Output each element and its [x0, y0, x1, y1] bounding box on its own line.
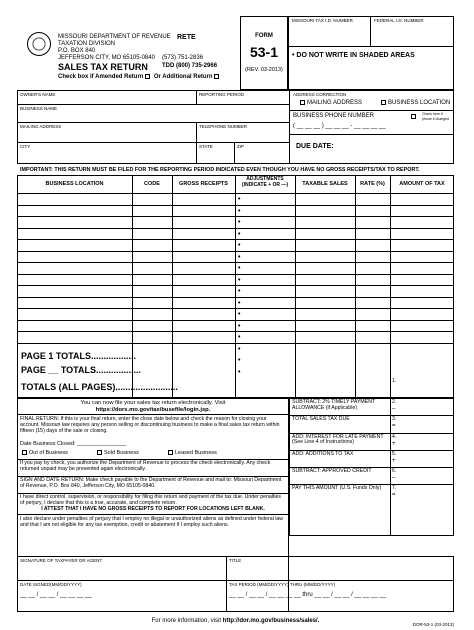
col-adjustments: ADJUSTMENTS (INDICATE + OR —): [241, 176, 289, 188]
form-title: SALES TAX RETURN: [58, 62, 148, 72]
zip-label: ZIP: [237, 144, 245, 149]
line-4-label: ADD: INTEREST FOR LATE PAYMENT (See Line 4 of Instructions): [292, 433, 384, 446]
adjustment-bullet: •: [238, 299, 241, 307]
out-of-business-label: Out of Business: [29, 450, 68, 456]
table-row[interactable]: [18, 332, 453, 342]
sign-text: SIGN AND DATE RETURN: Make check payable to the Department of Revenue and mail to: Missouri Department of Revenue, P.O. Box 840, Jefferson City, MO 65105-0840.: [20, 477, 282, 489]
line-7-number: 7.: [392, 485, 397, 492]
table-row[interactable]: [18, 309, 453, 319]
title-input[interactable]: [229, 565, 449, 578]
fed-id-label: FEDERAL I.D. NUMBER: [374, 18, 424, 23]
mo-tax-id-input[interactable]: [291, 28, 369, 42]
table-row[interactable]: [18, 321, 453, 331]
out-of-business-option[interactable]: [22, 450, 68, 456]
adjustment-bullet: •: [238, 322, 241, 330]
business-phone-label: BUSINESS PHONE NUMBER: [293, 113, 375, 119]
amended-checkbox[interactable]: [145, 74, 150, 79]
page-totals-2: PAGE __ TOTALS..................: [21, 365, 142, 375]
phone-changed-checkbox[interactable]: [411, 114, 416, 119]
line-3-operator: =: [392, 423, 396, 430]
missouri-seal: [27, 32, 51, 56]
line-2-number: 2.: [392, 399, 397, 405]
amended-label: Check box if Amended Return: [58, 74, 144, 81]
col-taxable-sales: TAXABLE SALES: [302, 181, 348, 187]
additional-checkbox[interactable]: [214, 74, 219, 79]
date-signed-label: DATE SIGNED(MM/DD/YYYY): [20, 582, 82, 587]
important-notice: IMPORTANT: THIS RETURN MUST BE FILED FOR THE REPORTING PERIOD INDICATED EVEN THOUGH YOU HAVE NO GROSS RECEIPTS/TAX TO REPORT.: [20, 167, 420, 173]
final-return-text: FINAL RETURN: If this is your final return, enter the close date below and check the reason for closing your account. Missouri law requires any person selling or discontinuing business to make a final sales tax return within fifteen (15) days of the sale or closing.: [20, 416, 280, 434]
adjustment-bullet: •: [238, 357, 241, 364]
phone-changed-note-1: Check here if: [422, 112, 443, 116]
adjustment-bullet: •: [238, 368, 241, 376]
col-rate: RATE (%): [360, 181, 385, 187]
additional-label: Or Additional Return: [153, 74, 213, 81]
city-line: JEFFERSON CITY, MO 65105-0840: [58, 55, 155, 61]
form-code: DOR-53-1 (03-2013): [412, 622, 454, 627]
adjustment-bullet: •: [238, 242, 241, 249]
header-area: [17, 16, 240, 90]
division: TAXATION DIVISION: [58, 41, 116, 47]
out-of-business-checkbox[interactable]: [22, 450, 27, 455]
telephone-label: TELEPHONE NUMBER: [199, 124, 248, 129]
mailing-address-option-label: MAILING ADDRESS: [307, 100, 363, 107]
line-4-operator: +: [392, 440, 396, 447]
line-2-operator: –: [392, 406, 396, 412]
owner-name-label: OWNER'S NAME: [20, 92, 56, 97]
line-5-label: ADD: ADDITIONS TO TAX: [292, 450, 354, 457]
line-1-number: 1.: [392, 378, 397, 384]
date-signed-input[interactable]: __ __ / __ __ / __ __ __ __: [20, 592, 92, 598]
no-receipts-attest: I ATTEST THAT I HAVE NO GROSS RECEIPTS TO REPORT FOR LOCATIONS LEFT BLANK.: [41, 506, 265, 512]
table-row[interactable]: [18, 217, 453, 227]
city-label: CITY: [20, 144, 31, 149]
date-closed[interactable]: Date Business Closed: ________________: [20, 441, 127, 447]
line-2-amount-input[interactable]: [399, 399, 453, 414]
tax-period-input[interactable]: __ __ / __ __ / __ __ __ __ thru __ __ / __ __ / __ __ __ __: [229, 592, 387, 598]
line-4-number: 4.: [392, 433, 397, 440]
tax-period-label: TAX PERIOD (MM/DD/YYYY) THRU (MM/DD/YYYY): [229, 582, 336, 587]
mailing-address-checkbox[interactable]: [300, 100, 305, 105]
address-correction-label: ADDRESS CORRECTION: [293, 92, 347, 97]
line-5-amount-input[interactable]: [399, 451, 453, 466]
line-7-operator: =: [392, 492, 396, 499]
leased-business-checkbox[interactable]: [168, 450, 173, 455]
col-amount-of-tax: AMOUNT OF TAX: [399, 181, 445, 187]
state-label: STATE: [199, 144, 213, 149]
efile-url[interactable]: https://dors.mo.gov/tax/busefile/login.jsp.: [95, 407, 211, 413]
shaded-notice: • DO NOT WRITE IN SHADED AREAS: [292, 52, 415, 59]
table-row[interactable]: [18, 286, 453, 296]
title-label: TITLE: [229, 558, 242, 563]
leased-business-label: Leased Business: [175, 450, 217, 456]
line-7-label: PAY THIS AMOUNT (U.S. Funds Only): [292, 485, 382, 492]
adjustment-bullet: •: [238, 230, 241, 238]
business-location-option-label: BUSINESS LOCATION: [388, 100, 451, 107]
mailing-address-option[interactable]: [300, 100, 362, 107]
business-name-label: BUSINESS NAME: [20, 106, 58, 111]
mo-tax-id-label: MISSOURI TAX I.D. NUMBER: [292, 18, 353, 23]
phone: (573) 751-2836: [162, 55, 204, 61]
table-row[interactable]: [18, 240, 453, 250]
footer-url[interactable]: http://dor.mo.gov/business/sales/.: [222, 618, 320, 624]
mailing-address-label: MAILING ADDRESS: [20, 124, 62, 129]
business-phone-input[interactable]: ( __ __ __ ) __ __ __ - __ __ __ __: [293, 123, 386, 129]
table-row[interactable]: [18, 194, 453, 204]
efile-line: You can now file your sales tax return electronically. Visit: [80, 400, 226, 406]
rete-label: RETE: [177, 34, 196, 41]
table-row[interactable]: [18, 263, 453, 273]
aliens-declaration: I also declare under penalties of perjury that I employ no illegal or unauthorized aliens as defined under federal law and that I am not eligible for any tax exemption, credit or abatement if I employ such aliens.: [20, 516, 283, 528]
adjustment-bullet: •: [238, 253, 241, 261]
sold-business-option[interactable]: [97, 450, 139, 456]
all-pages-totals: TOTALS (ALL PAGES).........................: [21, 382, 178, 392]
table-row[interactable]: [18, 252, 453, 262]
form-number: 53-1: [249, 44, 279, 60]
amended-row: [58, 74, 221, 81]
line-6-number: 6.: [392, 468, 397, 474]
line-5-operator: +: [392, 457, 396, 464]
adjustment-bullet: •: [238, 334, 241, 341]
business-location-option[interactable]: [381, 100, 450, 107]
signature-label: SIGNATURE OF TAXPAYER OR AGENT: [20, 558, 103, 563]
table-row[interactable]: [18, 275, 453, 285]
dept-name: MISSOURI DEPARTMENT OF REVENUE: [58, 34, 171, 40]
form-word: FORM: [255, 33, 273, 39]
adjustment-bullet: •: [238, 345, 241, 353]
line-7-amount-input[interactable]: [399, 485, 453, 500]
adjustment-bullet: •: [238, 219, 241, 226]
po-box: P.O. BOX 840: [58, 48, 96, 54]
col-code: CODE: [144, 181, 160, 187]
table-row[interactable]: [18, 298, 453, 308]
col-business-location: BUSINESS LOCATION: [45, 181, 104, 187]
reporting-period-label: REPORTING PERIOD: [199, 92, 245, 97]
business-location-checkbox[interactable]: [381, 100, 386, 105]
adjustment-bullet: •: [238, 265, 241, 272]
line-3-number: 3.: [392, 416, 397, 423]
line-3-label: TOTAL SALES TAX DUE: [292, 416, 350, 423]
phone-changed-note-2: phone # changed: [422, 117, 450, 121]
col-gross-receipts: GROSS RECEIPTS: [179, 181, 228, 187]
line-2-label: SUBTRACT: 2% TIMELY PAYMENT ALLOWANCE (if Applicable): [292, 399, 376, 411]
adjustment-bullet: •: [238, 196, 241, 203]
leased-business-option[interactable]: [168, 450, 217, 456]
footer-info-text: For more information, visit: [151, 618, 221, 624]
line-6-operator: –: [392, 475, 396, 481]
adjustment-bullet: •: [238, 207, 241, 215]
penalty-text: If you pay by check, you authorize the Department of Revenue to process the check electronically. Any check returned unpaid may be presented again electronically.: [20, 460, 271, 472]
tdd: TDD (800) 735-2966: [162, 63, 218, 69]
adjustment-bullet: •: [238, 288, 241, 295]
line-6-label: SUBTRACT: APPROVED CREDIT: [292, 468, 372, 474]
form-rev: (REV. 03-2013): [245, 67, 283, 73]
adjustment-bullet: •: [238, 311, 241, 318]
signature-input[interactable]: [20, 565, 222, 578]
sold-business-label: Sold Business: [104, 450, 139, 456]
fed-id-input[interactable]: [373, 28, 451, 42]
line-4-amount-input[interactable]: [399, 434, 453, 449]
due-date-label: DUE DATE:: [296, 143, 334, 150]
page-totals: PAGE 1 TOTALS..................: [21, 351, 137, 361]
form-number-box: [240, 16, 288, 90]
sold-business-checkbox[interactable]: [97, 450, 102, 455]
line-3-amount-input[interactable]: [399, 416, 453, 431]
line-5-number: 5.: [392, 450, 397, 457]
line-6-amount-input[interactable]: [399, 468, 453, 483]
table-row[interactable]: [18, 229, 453, 239]
table-row[interactable]: [18, 206, 453, 216]
declaration: I have direct control, supervision, or responsibility for filing this return and payment of the tax due. Under penalties of perjury, I declare that this is a true, accurate, and complete return.: [20, 494, 281, 506]
adjustment-bullet: •: [238, 276, 241, 284]
